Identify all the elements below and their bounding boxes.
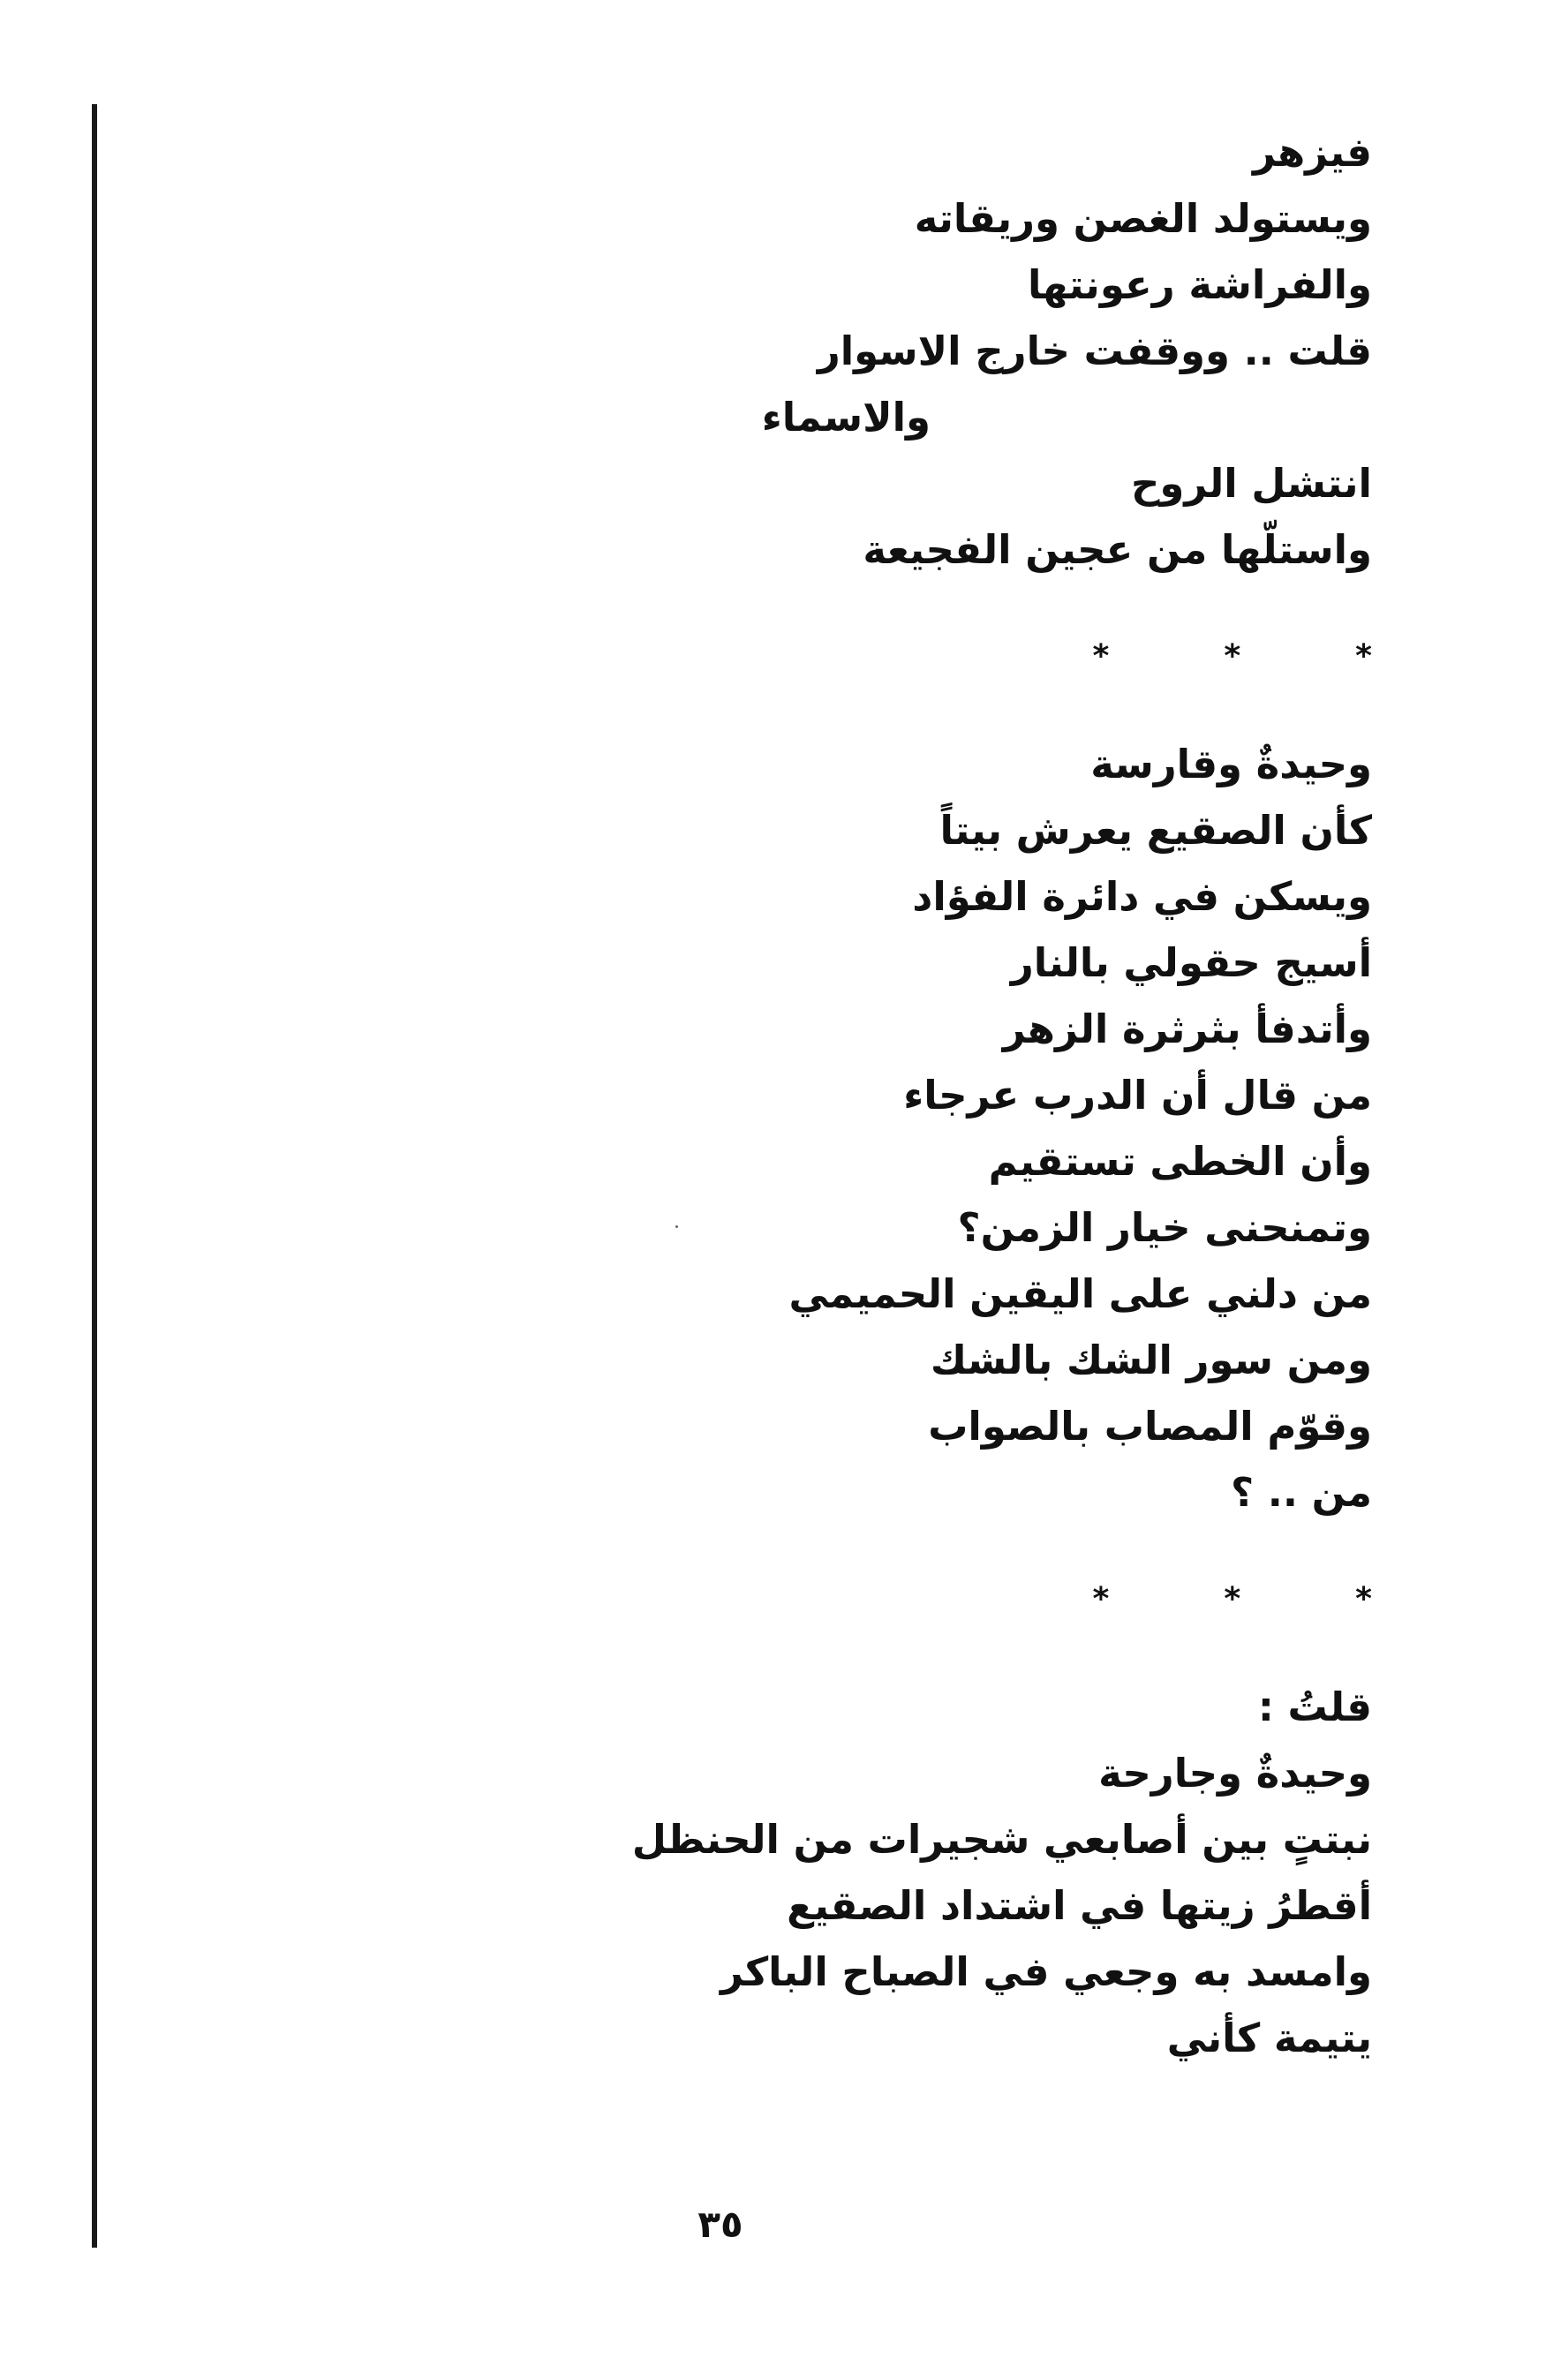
page-number: ٣٥	[697, 2203, 743, 2246]
star-mark: *	[1224, 638, 1241, 674]
poem-line: ويستولد الغصن وريقاته	[914, 195, 1372, 242]
poem-line: من .. ؟	[1231, 1469, 1372, 1516]
stanza-4	[313, 1674, 1372, 2071]
stanza-3	[313, 731, 1372, 1526]
star-separator	[313, 632, 1372, 682]
poem-line: أسيج حقولي بالنار	[1010, 939, 1372, 986]
star-mark: *	[1355, 638, 1372, 674]
poem-line: وامسد به وجعي في الصباح الباكر	[720, 1948, 1372, 1995]
poem-line: انتشل الروح	[1130, 460, 1372, 507]
poem-line: من دلني على اليقين الحميمي	[788, 1270, 1372, 1317]
poem-line: ومن سور الشك بالشك	[930, 1337, 1372, 1383]
star-mark: *	[1224, 1581, 1241, 1617]
stanza-break	[313, 583, 1372, 632]
poem-line: والفراشة رعونتها	[1027, 261, 1372, 308]
stanza-1	[313, 119, 1372, 450]
poem-line: وأتدفأ بثرثرة الزهر	[1002, 1006, 1372, 1052]
stanza-break	[313, 1526, 1372, 1575]
poem-line: وأن الخطى تستقيم	[988, 1138, 1372, 1185]
star-mark: *	[1092, 1581, 1110, 1617]
poem-line: وتمنحنى خيار الزمن؟	[957, 1204, 1372, 1251]
poem-line: فيزهر	[1252, 129, 1372, 176]
poem-line: وقوّم المصاب بالصواب	[928, 1403, 1372, 1450]
poem-line: ويسكن في دائرة الفؤاد	[912, 873, 1372, 920]
stanza-2	[313, 450, 1372, 583]
poem-line: وحيدةٌ وجارحة	[1098, 1750, 1372, 1797]
poem-line: نبتتٍ بين أصابعي شجيرات من الحنظل	[631, 1816, 1372, 1863]
poem-line: واستلّها من عجين الفجيعة	[863, 526, 1372, 573]
poem-line: والاسماء	[761, 394, 931, 441]
poem-line: يتيمة كأني	[1166, 2015, 1372, 2061]
star-separator	[313, 1575, 1372, 1624]
poem-line: أقطرُ زيتها في اشتداد الصقيع	[787, 1882, 1372, 1929]
poem-line: من قال أن الدرب عرجاء	[903, 1072, 1372, 1119]
margin-rule	[92, 104, 97, 2248]
poem-line: كأن الصقيع يعرش بيتاً	[939, 807, 1372, 854]
poem-line: قلتُ :	[1257, 1684, 1372, 1730]
star-mark: *	[1092, 638, 1110, 674]
poem-body	[313, 119, 1372, 2071]
poem-line: وحيدةٌ وقارسة	[1090, 741, 1372, 787]
star-mark: *	[1355, 1581, 1372, 1617]
poem-line: قلت .. ووقفت خارج الاسوار	[817, 328, 1372, 374]
